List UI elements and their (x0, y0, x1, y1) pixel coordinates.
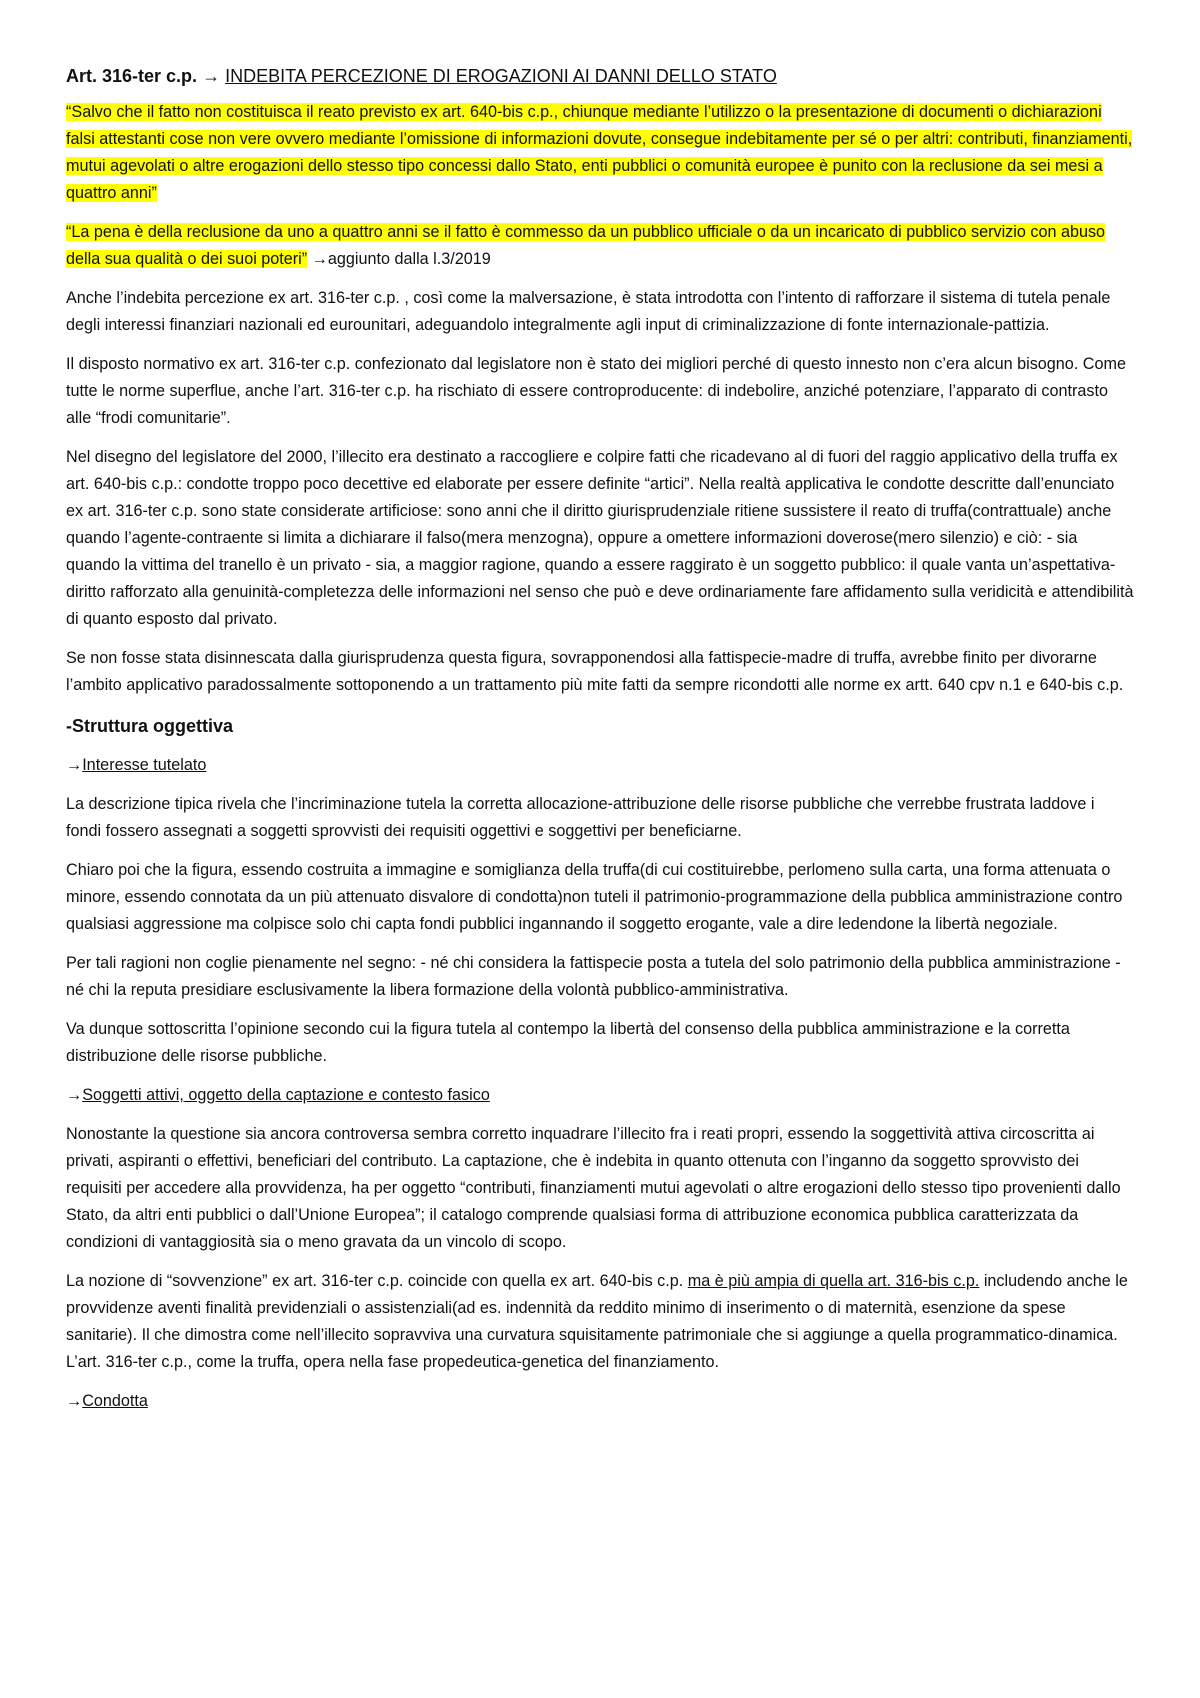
subsection-label: Interesse tutelato (82, 756, 207, 774)
underlined-segment: ma è più ampia di quella art. 316-bis c.p. (687, 1272, 980, 1290)
article-reference: Art. 316-ter c.p. (66, 66, 198, 86)
paragraph-soggetti-2 (66, 1268, 1134, 1376)
article-heading: INDEBITA PERCEZIONE DI EROGAZIONI AI DANNI DELLO STATO (225, 66, 777, 86)
subsection-label: Condotta (82, 1392, 148, 1410)
arrow-icon: → (66, 756, 83, 774)
text-segment: includendo anche le provvidenze aventi finalità previdenziali o assistenziali(ad es. indennità da reddito minimo di inserimento o di maternità, esenzione da spese sanitarie). Il che dimostra come nell’illecito sopravviva una curvatura squisitamente patrimoniale che si aggiunge a quella programmatico-dinamica. L’art. 316-ter c.p., come la truffa, opera nella fase propedeutica-genetica del finanziamento. (66, 1272, 1128, 1371)
highlighted-quote-second: “La pena è della reclusione da uno a quattro anni se il fatto è commesso da un pubblico ufficiale o da un incaricato di pubblico servizio con abuso della sua qualità o dei suoi poteri” (66, 223, 1106, 268)
paragraph-intro-3: Nel disegno del legislatore del 2000, l’illecito era destinato a raccogliere e colpire fatti che ricadevano al di fuori del raggio applicativo della truffa ex art. 640-bis c.p.: condotte troppo poco decettive ed elaborate per essere definite “artici”. Nella realtà applicativa le condotte descritte dall’enunciato ex art. 316-ter c.p. sono state considerate artificiose: sono anni che il diritto giurisprudenziale ritiene sussistere il reato di truffa(contrattuale) anche quando l’agente-contraente si limita a dichiarare il falso(mera menzogna), oppure a omettere informazioni doverose(mero silenzio) e ciò: - sia quando la vittima del tranello è un privato - sia, a maggior ragione, quando a essere raggirato è un soggetto pubblico: il quale vanta un’aspettativa- diritto rafforzato alla genuinità-completezza delle informazioni nel senso che può e deve ordinariamente fare affidamento sulla veridicità e attendibilità di quanto esposto dal privato. (66, 448, 1134, 628)
paragraph-soggetti-1: Nonostante la questione sia ancora controversa sembra corretto inquadrare l’illecito fra i reati propri, essendo la soggettività attiva circoscritta ai privati, aspiranti o effettivi, beneficiari del contributo. La captazione, che è indebita in quanto ottenuta con l’inganno da soggetto sprovvisto dei requisiti per accedere alla provvidenza, ha per oggetto “contributi, finanziamenti mutui agevolati o altre erogazioni dello stesso tipo provenienti dallo Stato, da altri enti pubblici o dall’Unione Europea”; il catalogo comprende qualsiasi forma di attribuzione economica pubblica caratterizzata da condizioni di vantaggiosità sia o meno gravata da un vincolo di scopo. (66, 1125, 1121, 1251)
paragraph-intro-2: Il disposto normativo ex art. 316-ter c.p. confezionato dal legislatore non è stato dei migliori perché di questo innesto non c’era alcun bisogno. Come tutte le norme superflue, anche l’art. 316-ter c.p. ha rischiato di essere controproducente: di indebolire, anziché potenziare, l’apparato di contrasto alle “frodi comunitarie”. (66, 355, 1126, 427)
highlighted-quote: “Salvo che il fatto non costituisca il reato previsto ex art. 640-bis c.p., chiunque mediante l’utilizzo o la presentazione di documenti o dichiarazioni falsi attestanti cose non vere ovvero mediante l’omissione di informazioni dovute, consegue indebitamente per sé o per altri: contributi, finanziamenti, mutui agevolati o altre erogazioni dello stesso tipo concessi dallo Stato, enti pubblici o comunità europee è punito con la reclusione da sei mesi a quattro anni” (66, 103, 1133, 202)
text-segment: La nozione di “sovvenzione” ex art. 316-ter c.p. coincide con quella ex art. 640-bis c.p. (66, 1272, 684, 1290)
paragraph-intro-1: Anche l’indebita percezione ex art. 316-ter c.p. , così come la malversazione, è stata introdotta con l’intento di rafforzare il sistema di tutela penale degli interessi finanziari nazionali ed eurounitari, adeguandolo integralmente agli input di criminalizzazione di fonte internazionale-pattizia. (66, 289, 1111, 334)
quote-first (66, 99, 1134, 207)
quote-second (66, 219, 1134, 273)
paragraph-tutela-4: Va dunque sottoscritta l’opinione secondo cui la figura tutela al contempo la libertà del consenso della pubblica amministrazione e la corretta distribuzione delle risorse pubbliche. (66, 1020, 1070, 1065)
paragraph-tutela-1: La descrizione tipica rivela che l’incriminazione tutela la corretta allocazione-attribuzione delle risorse pubbliche che verrebbe frustrata laddove i fondi fossero assegnati a soggetti sprovvisti dei requisiti oggettivi e soggettivi per beneficiarne. (66, 795, 1095, 840)
paragraph-intro-4: Se non fosse stata disinnescata dalla giurisprudenza questa figura, sovrapponendosi alla fattispecie-madre di truffa, avrebbe finito per divorarne l’ambito applicativo paradossalmente sottoponendo a un trattamento più mite fatti da sempre ricondotti alle norme ex artt. 640 cpv n.1 e 640-bis c.p. (66, 649, 1124, 694)
paragraph-tutela-2: Chiaro poi che la figura, essendo costruita a immagine e somiglianza della truffa(di cui costituirebbe, perlomeno sulla carta, una forma attenuata o minore, essendo connotata da un più attenuato disvalore di condotta)non tuteli il patrimonio-programmazione della pubblica amministrazione contro qualsiasi aggressione ma colpisce solo chi capta fondi pubblici ingannando il soggetto erogante, vale a dire ledendone la libertà negoziale. (66, 861, 1123, 933)
subsection-soggetti-attivi (66, 1082, 1134, 1109)
paragraph-tutela-3: Per tali ragioni non coglie pienamente nel segno: - né chi considera la fattispecie posta a tutela del solo patrimonio della pubblica amministrazione - né chi la reputa presidiare esclusivamente la libera formazione della volontà pubblico-amministrativa. (66, 954, 1121, 999)
subsection-condotta (66, 1388, 1134, 1415)
arrow-icon: → (311, 250, 328, 268)
section-title: -Struttura oggettiva (66, 716, 234, 736)
subsection-label: Soggetti attivi, oggetto della captazione e contesto fasico (82, 1086, 490, 1104)
subsection-interesse-tutelato (66, 752, 1134, 779)
arrow-icon: → (202, 66, 221, 86)
arrow-icon: → (66, 1086, 83, 1104)
arrow-icon: → (66, 1392, 83, 1410)
amendment-note: aggiunto dalla l.3/2019 (327, 250, 491, 268)
page-title (66, 62, 1134, 90)
